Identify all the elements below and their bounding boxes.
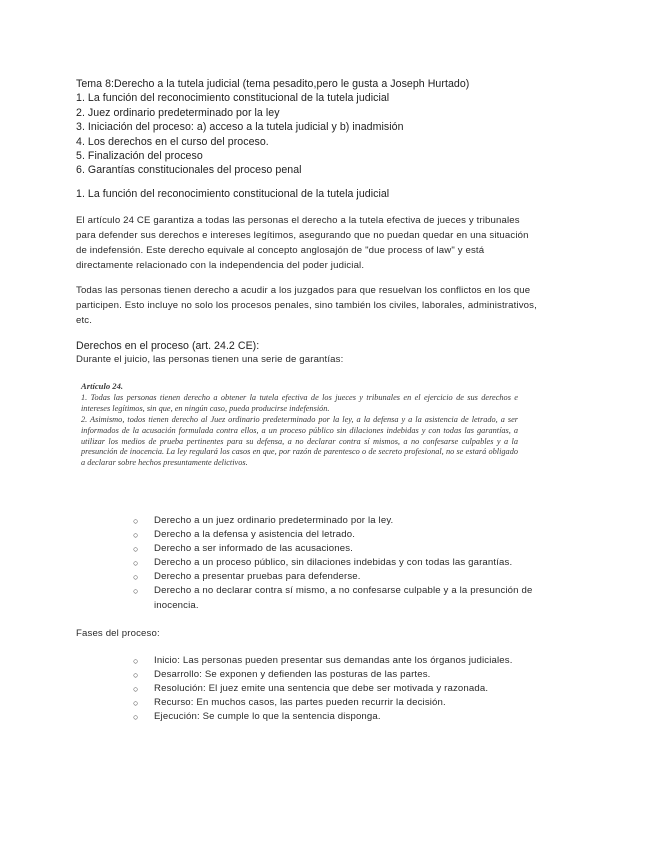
circle-bullet-icon: ○ [133, 558, 139, 569]
circle-bullet-icon: ○ [133, 586, 139, 597]
list-item: ○ Derecho a un juez ordinario predeterminado por la ley. [131, 514, 571, 528]
index-item: 6. Garantías constitucionales del proceso penal [76, 164, 302, 177]
paragraph-line: directamente relacionado con la independencia del poder judicial. [76, 259, 365, 271]
article-title: Artículo 24. [81, 381, 124, 391]
article-24-excerpt [81, 381, 518, 469]
list-item: ○ Inicio: Las personas pueden presentar sus demandas ante los órganos judiciales. [131, 654, 571, 668]
circle-bullet-icon: ○ [133, 712, 139, 723]
page-title: Tema 8:Derecho a la tutela judicial (tema pesadito,pero le gusta a Joseph Hurtado) [76, 78, 470, 90]
index-item: 4. Los derechos en el curso del proceso. [76, 135, 269, 148]
list-item: ○ Derecho a un proceso público, sin dilaciones indebidas y con todas las garantías. [131, 556, 571, 570]
index-item: 3. Iniciación del proceso: a) acceso a la tutela judicial y b) inadmisión [76, 121, 404, 134]
circle-bullet-icon: ○ [133, 572, 139, 583]
article-paragraph: 1. Todas las personas tienen derecho a obtener la tutela efectiva de los jueces y tribunales en el ejercicio de sus derechos e intereses legítimos, sin que, en ningún caso, pueda producirse indefensión. [81, 392, 518, 413]
rights-heading-block [76, 339, 576, 368]
section-heading [76, 187, 576, 201]
rights-intro: Durante el juicio, las personas tienen una serie de garantías: [76, 354, 344, 366]
paragraph [76, 214, 576, 274]
list-item: ○ Recurso: En muchos casos, las partes pueden recurrir la decisión. [131, 696, 571, 710]
paragraph-line: participen. Esto incluye no solo los procesos penales, sino también los civiles, laborales, administrativos, [76, 299, 537, 311]
phases-heading-block [76, 627, 576, 642]
index-block [76, 77, 576, 178]
paragraph-line: etc. [76, 314, 93, 326]
index-item: 5. Finalización del proceso [76, 150, 203, 163]
phases-list [131, 654, 571, 724]
circle-bullet-icon: ○ [133, 530, 139, 541]
index-item: 1. La función del reconocimiento constitucional de la tutela judicial [76, 92, 390, 105]
list-item: ○ Resolución: El juez emite una sentencia que debe ser motivada y razonada. [131, 682, 571, 696]
article-paragraph: 2. Asimismo, todos tienen derecho al Juez ordinario predeterminado por la ley, a la defensa y a la asistencia de letrado, a ser informados de la acusación formulada contra ellos, a un proceso público sin dilaciones indebidas y con todas las garantías, a utilizar los medios de prueba pertinentes para su defensa, a no declarar contra sí mismos, a no confesarse culpables y a la presunción de inocencia. La ley regulará los casos en que, por razón de parentesco o de secreto profesional, no se estará obligado a declarar sobre hechos presuntamente delictivos. [81, 414, 518, 468]
paragraph-line: El artículo 24 CE garantiza a todas las personas el derecho a la tutela efectiva de jueces y tribunales [76, 215, 520, 226]
circle-bullet-icon: ○ [133, 684, 139, 695]
list-item: ○ Derecho a presentar pruebas para defenderse. [131, 570, 571, 584]
section1-heading: 1. La función del reconocimiento constitucional de la tutela judicial [76, 188, 390, 200]
circle-bullet-icon: ○ [133, 656, 139, 666]
list-item: ○ Derecho a ser informado de las acusaciones. [131, 542, 571, 556]
paragraph [76, 284, 576, 329]
paragraph-line: Todas las personas tienen derecho a acudir a los juzgados para que resuelvan los conflictos en los que [76, 285, 531, 296]
rights-list [131, 514, 571, 613]
paragraph-line: de indefensión. Este derecho equivale al concepto anglosajón de "due process of law" y está [76, 244, 485, 256]
list-item: ○ Ejecución: Se cumple lo que la sentencia disponga. [131, 710, 571, 724]
phases-heading: Fases del proceso: [76, 628, 160, 639]
circle-bullet-icon: ○ [133, 544, 139, 555]
rights-heading: Derechos en el proceso (art. 24.2 CE): [76, 340, 260, 352]
list-item: ○ Derecho a la defensa y asistencia del letrado. [131, 528, 571, 542]
circle-bullet-icon: ○ [133, 670, 139, 681]
list-item: ○ Derecho a no declarar contra sí mismo, a no confesarse culpable y a la presunción de inocencia. [133, 585, 533, 611]
circle-bullet-icon: ○ [133, 516, 139, 526]
index-item: 2. Juez ordinario predeterminado por la ley [76, 106, 280, 119]
paragraph-line: para defender sus derechos e intereses legítimos, asegurando que no puedan quedar en una situación [76, 229, 529, 241]
list-item: ○ Desarrollo: Se exponen y defienden las posturas de las partes. [131, 668, 571, 682]
circle-bullet-icon: ○ [133, 698, 139, 709]
